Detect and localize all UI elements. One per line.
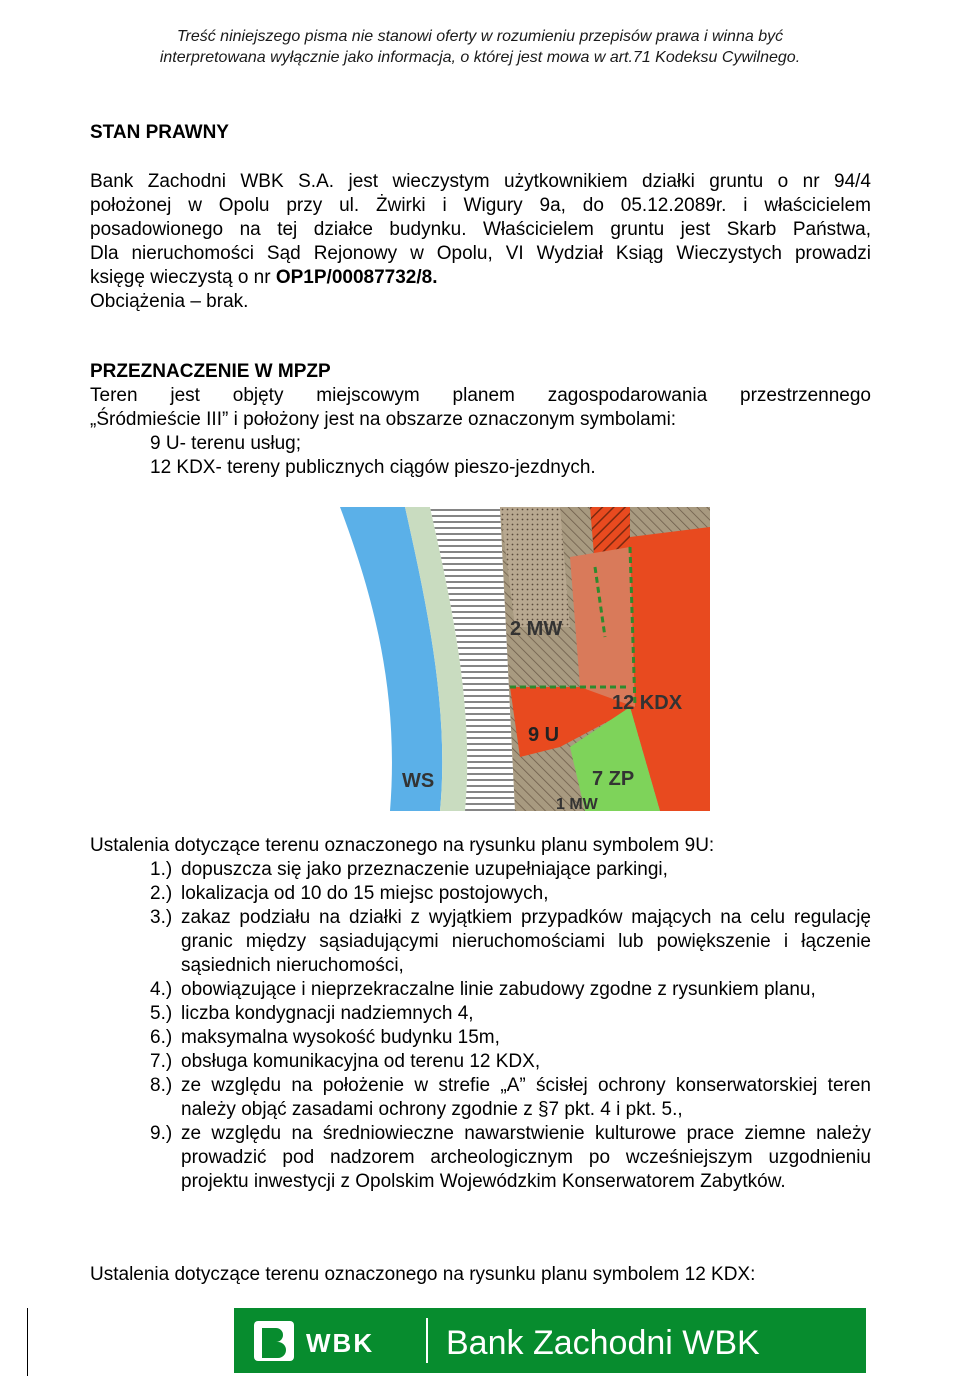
rule-item <box>90 1002 871 1026</box>
symbol-9u: 9 U- terenu usług; <box>150 433 302 454</box>
stan-prawny-line-2: położonej w Opolu przy ul. Żwirki i Wigury 9a, do 05.12.2089r. i właścicielem <box>90 195 871 216</box>
bank-logo-mark: WBK <box>306 1328 375 1358</box>
rule-number: 7.) <box>150 1051 173 1072</box>
rule-item <box>90 858 871 882</box>
label-9u: 9 U <box>528 724 560 746</box>
stan-prawny-section <box>90 170 871 314</box>
rule-number: 5.) <box>150 1003 173 1024</box>
rule-text: dopuszcza się jako przeznaczenie uzupełniające parkingi, <box>181 859 668 880</box>
bank-logo-bar <box>234 1308 866 1373</box>
ustalenia-9u-intro: Ustalenia dotyczące terenu oznaczonego na rysunku planu symbolem 9U: <box>90 835 715 856</box>
kw-label: księgę wieczystą o nr <box>90 267 276 288</box>
rule-item <box>90 906 871 978</box>
mpzp-heading: PRZEZNACZENIE W MPZP <box>90 361 331 382</box>
label-2mw: 2 MW <box>510 618 563 640</box>
bank-logo <box>234 1308 866 1373</box>
rule-number: 4.) <box>150 979 173 1000</box>
zoning-map <box>330 507 710 811</box>
rule-item <box>90 882 871 906</box>
encumbrances: Obciążenia – brak. <box>90 291 249 312</box>
rule-text: liczba kondygnacji nadziemnych 4, <box>181 1003 474 1024</box>
stan-prawny-line-1: Bank Zachodni WBK S.A. jest wieczystym użytkownikiem działki gruntu o nr 94/4 <box>90 171 871 192</box>
stan-prawny-line-5 <box>90 266 871 290</box>
rule-text: ze względu na średniowieczne nawarstwienie kulturowe prace ziemne należy prowadzić pod nadzorem archeologicznym po wcześniejszym uzgodnieniu projektu inwestycji z Opolskim Wojewódzkim Konserwatorem Zabytków. <box>181 1123 871 1192</box>
rule-number: 2.) <box>150 883 173 904</box>
ustalenia-9u-list <box>90 858 871 1194</box>
label-ws: WS <box>402 770 435 792</box>
rule-number: 6.) <box>150 1027 173 1048</box>
rule-item <box>90 978 871 1002</box>
rule-item <box>90 1074 871 1122</box>
rule-item <box>90 1026 871 1050</box>
mpzp-section <box>90 360 871 480</box>
label-1mw: 1 MW <box>556 796 598 811</box>
stan-prawny-line-4: Dla nieruchomości Sąd Rejonowy w Opolu, VI Wydział Ksiąg Wieczystych prowadzi <box>90 243 871 264</box>
rule-number: 8.) <box>150 1075 173 1096</box>
stan-prawny-line-3: posadowionego na tej działce budynku. Właścicielem gruntu jest Skarb Państwa, <box>90 219 871 240</box>
bank-name: Bank Zachodni WBK <box>446 1324 760 1362</box>
mpzp-line-2: „Śródmieście III” i położony jest na obszarze oznaczonym symbolami: <box>90 409 677 430</box>
rule-number: 9.) <box>150 1123 173 1144</box>
rule-text: obsługa komunikacyjna od terenu 12 KDX, <box>181 1051 541 1072</box>
label-12kdx: 12 KDX <box>612 692 683 714</box>
rule-text: zakaz podziału na działki z wyjątkiem przypadków mających na celu regulację granic między sąsiadującymi nieruchomościami lub powiększenie i łączenie sąsiednich nieruchomości, <box>181 907 871 976</box>
rule-text: ze względu na położenie w strefie „A” ścisłej ochrony konserwatorskiej teren należy objąć zasadami ochrony zgodnie z §7 pkt. 4 i pkt. 5., <box>181 1075 871 1120</box>
footer-divider <box>27 1308 28 1376</box>
kw-number: OP1P/00087732/8. <box>275 267 438 288</box>
stan-prawny-heading: STAN PRAWNY <box>90 122 229 143</box>
rule-number: 3.) <box>150 907 173 928</box>
rule-text: lokalizacja od 10 do 15 miejsc postojowych, <box>181 883 549 904</box>
symbol-12kdx: 12 KDX- tereny publicznych ciągów pieszo-jezdnych. <box>150 457 596 478</box>
ustalenia-12kdx-intro: Ustalenia dotyczące terenu oznaczonego na rysunku planu symbolem 12 KDX: <box>90 1264 756 1285</box>
logo-separator <box>426 1318 428 1363</box>
rule-item <box>90 1122 871 1194</box>
mpzp-line-1: Teren jest objęty miejscowym planem zagospodarowania przestrzennego <box>90 385 871 406</box>
rule-number: 1.) <box>150 859 173 880</box>
ustalenia-9u-section <box>90 834 871 1194</box>
rule-item <box>90 1050 871 1074</box>
rule-text: obowiązujące i nieprzekraczalne linie zabudowy zgodne z rysunkiem planu, <box>181 979 816 1000</box>
disclaimer <box>0 26 960 68</box>
label-7zp: 7 ZP <box>592 768 635 790</box>
disclaimer-line-2: interpretowana wyłącznie jako informacja, o której jest mowa w art.71 Kodeksu Cywilnego. <box>159 49 801 66</box>
rule-text: maksymalna wysokość budynku 15m, <box>181 1027 500 1048</box>
disclaimer-line-1: Treść niniejszego pisma nie stanowi oferty w rozumieniu przepisów prawa i winna być <box>176 28 784 45</box>
